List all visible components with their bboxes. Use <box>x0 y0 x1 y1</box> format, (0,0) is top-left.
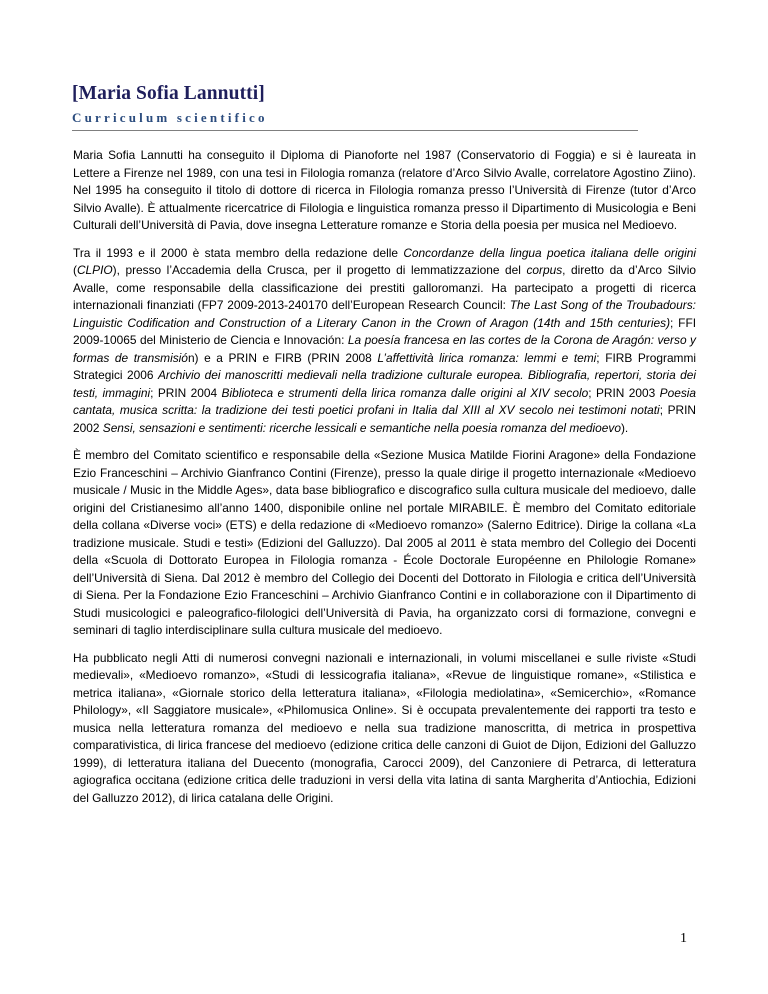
italic-text-segment: La poesía francesa en las cortes de la Corona de Aragón: verso y formas de transmisió <box>73 333 696 365</box>
page-number: 1 <box>680 931 687 946</box>
italic-text-segment: Concordanze della lingua poetica italiana delle origini <box>403 245 696 260</box>
document-header <box>72 82 638 126</box>
document-body <box>73 147 696 817</box>
text-segment: ). <box>620 420 629 435</box>
text-segment: , diretto da d’Arco Silvio Avalle, come responsabile della classificazione dei prestiti galloromanzi. Ha partecipato a progetti di ricerca internazionali finanziati (FP7 2009-2013-240170 dell’European Research Council: <box>73 263 696 312</box>
italic-text-segment: Biblioteca e strumenti della lirica romanza dalle origini al XIV secolo <box>221 385 589 400</box>
italic-text-segment: L’affettività lirica romanza: lemmi e temi <box>377 350 597 365</box>
text-segment: ; PRIN 2003 <box>588 385 660 400</box>
text-segment: Ha pubblicato negli Atti di numerosi convegni nazionali e internazionali, in volumi miscellanei e sulle riviste «Studi medievali», «Medioevo romanzo», «Studi di lessicografia italiana», «Revue de linguistique romane», «Stilistica e metrica italiana», «Giornale storico della letteratura italiana», «Filologia mediolatina», «Semicerchio», «Romance Philology», «Il Saggiatore musicale», «Philomusica Online». Si è occupata prevalentemente dei rapporti tra testo e musica nella letteratura romanza del medioevo e nella sua tradizione manoscritta, di metrica in prospettiva comparativistica, di lirica francese del medioevo (edizione critica delle canzoni di Guiot de Dijon, Edizioni del Galluzzo 1999), di letteratura italiana del Duecento (monografia, Carocci 2009), del Canzoniere di Petrarca, di letteratura agiografica occitana (edizione critica delle traduzioni in versi della vita latina di santa Margherita d’Antiochia, Edizioni del Galluzzo 2012), di lirica catalana delle Origini. <box>73 650 696 805</box>
document-subtitle: Curriculum scientifico <box>72 110 268 125</box>
text-segment: È membro del Comitato scientifico e responsabile della «Sezione Musica Matilde Fiorini Aragone» della Fondazione Ezio Franceschini – Archivio Gianfranco Contini (Firenze), presso la quale dirige il progetto internazionale «Medioevo musicale / Music in the Middle Ages», data base bibliografico e discografico sulla cultura musicale del medioevo, dalle origini del Cristianesimo all’anno 1400, disponibile online nel portale MIRABILE. È membro del Comitato editoriale della collana «Diverse voci» (ETS) e della redazione di «Medioevo romanzo» (Salerno Editrice). Dirige la collana «La tradizione musicale. Studi e testi» (Edizioni del Galluzzo). Dal 2005 al 2011 è stata membro del Collegio dei Docenti della «Scuola di Dottorato Europea in Filologia romanza - École Doctorale Européenne en Philologie Romane» dell’Università di Siena. Dal 2012 è membro del Collegio dei Docenti del Dottorato in Filologia e critica dell’Università di Siena. Per la Fondazione Ezio Franceschini – Archivio Gianfranco Contini e in collaborazione con il Dipartimento di Studi musicologici e paleografico-filologici dell’Università di Pavia, ha organizzato corsi di formazione, convegni e seminari di taglio interdisciplinare sulla cultura musicale del medioevo. <box>73 448 696 637</box>
document-title: [Maria Sofia Lannutti] <box>72 83 265 104</box>
paragraph-committees <box>73 447 696 640</box>
paragraph-publications <box>73 650 696 808</box>
italic-text-segment: Poesia cantata, musica scritta: la tradizione dei testi poetici profani in Italia dal XIII al XV secolo nei testimoni notati <box>73 385 697 417</box>
text-segment: ; PRIN 2004 <box>150 385 222 400</box>
paragraph-research-projects <box>73 245 696 438</box>
italic-text-segment: Sensi, sensazioni e sentimenti: ricerche lessicali e semantiche nella poesia romanza del medioevo <box>102 420 621 435</box>
text-segment: ), presso l’Accademia della Crusca, per il progetto di lemmatizzazione del <box>112 263 527 277</box>
text-segment: Tra il 1993 e il 2000 è stata membro della redazione delle <box>73 245 404 260</box>
text-segment: ; FFI 2009-10065 del Ministerio de Ciencia e Innovación: <box>73 315 697 347</box>
text-segment: ; FIRB Programmi Strategici 2006 <box>73 350 697 382</box>
text-segment: ; PRIN 2002 <box>73 403 696 435</box>
text-segment: Maria Sofia Lannutti ha conseguito il Diploma di Pianoforte nel 1987 (Conservatorio di Foggia) e si è laureata in Lettere a Firenze nel 1989, con una tesi in Filologia romanza (relatore d’Arco Silvio Avalle, correlatore Agostino Ziino). Nel 1995 ha conseguito il titolo di dottore di ricerca in Filologia romanza presso l’Università di Firenze (tutor d’Arco Silvio Avalle). È attualmente ricercatrice di Filologia e linguistica romanza presso il Dipartimento di Musicologia e Beni Culturali dell’Università di Pavia, dove insegna Letterature romanze e Storia della poesia per musica nel Medioevo. <box>73 148 696 232</box>
paragraph-education <box>73 147 696 235</box>
text-segment: ( <box>73 263 77 277</box>
italic-text-segment: The Last Song of the Troubadours: Linguistic Codification and Construction of a Literary Canon in the Crown of Aragon (14th and 15th centuries) <box>73 298 696 330</box>
text-segment: n) e a PRIN e FIRB (PRIN 2008 <box>187 350 378 365</box>
italic-text-segment: Archivio dei manoscritti medievali nella tradizione culturale europea. Bibliografia, repertori, storia dei testi, immagini <box>73 368 697 400</box>
italic-text-segment: CLPIO <box>76 263 113 277</box>
italic-text-segment: corpus <box>526 263 563 277</box>
header-divider <box>72 130 638 131</box>
